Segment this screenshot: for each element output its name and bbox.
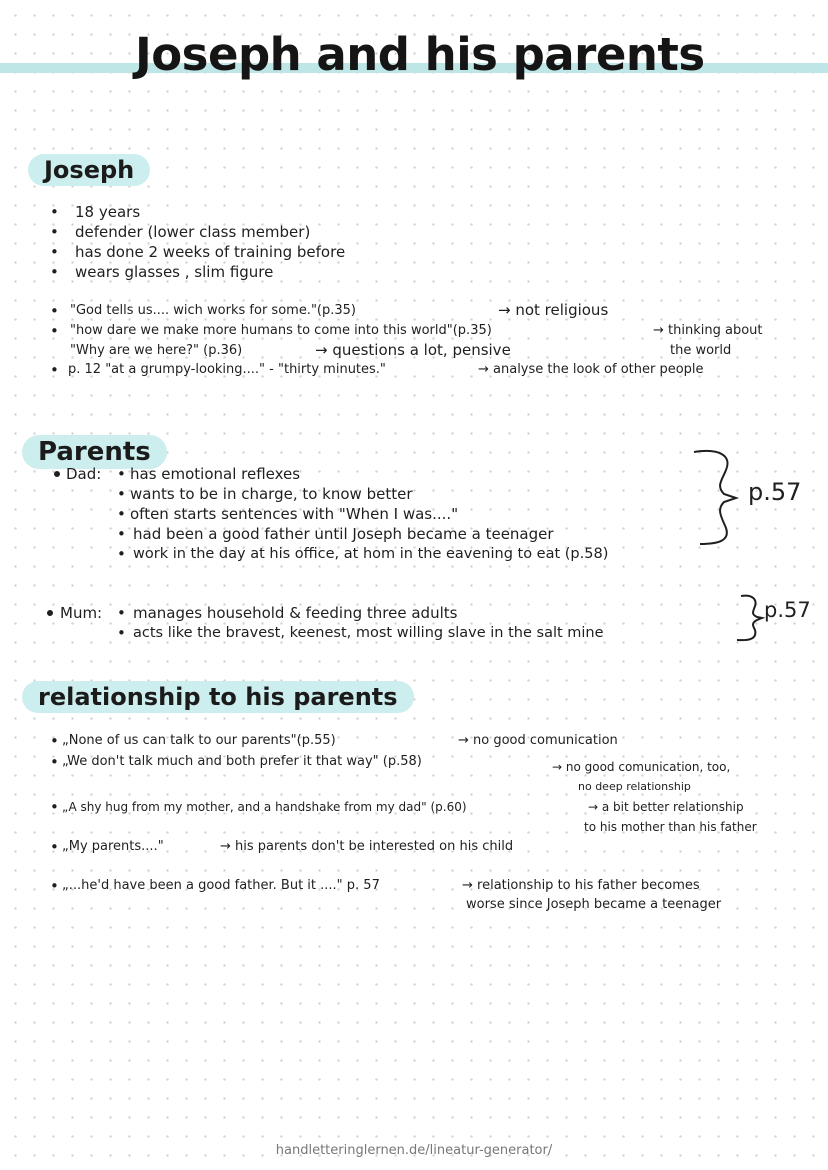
bullet-icon: • [50, 877, 59, 895]
mum-trait: manages household & feeding three adults [133, 604, 458, 622]
bullet-icon: • [117, 525, 126, 543]
relationship-quote: „A shy hug from my mother, and a handshake from my dad" (p.60) [62, 800, 467, 814]
relationship-conclusion-cont: no deep relationship [578, 780, 691, 793]
joseph-fact: 18 years [75, 203, 141, 221]
joseph-quote-conclusion-cont: the world [670, 343, 732, 358]
bullet-icon: • [117, 624, 126, 642]
bullet-icon: • [50, 243, 59, 261]
relationship-conclusion: → no good comunication, too, [552, 760, 731, 774]
bullet-icon: • [117, 485, 126, 503]
joseph-fact: wears glasses , slim figure [75, 263, 274, 281]
joseph-quote: p. 12 "at a grumpy-looking...." - "thirty minutes." [68, 362, 386, 377]
dad-trait: work in the day at his office, at hom in the eavening to eat (p.58) [133, 546, 609, 562]
bullet-icon: • [117, 604, 126, 622]
relationship-conclusion: → his parents don't be interested on his child [220, 839, 514, 854]
relationship-quote: „None of us can talk to our parents"(p.55) [62, 733, 336, 748]
bullet-icon: • [50, 203, 59, 221]
joseph-quote-conclusion: → not religious [498, 301, 609, 319]
joseph-fact: defender (lower class member) [75, 223, 311, 241]
relationship-quote: „My parents...." [62, 839, 164, 854]
relationship-conclusion: → a bit better relationship [588, 800, 744, 814]
bullet-icon: • [50, 302, 59, 320]
relationship-quote: „...he'd have been a good father. But it ...." p. 57 [62, 878, 380, 893]
bullet-icon: • [50, 753, 59, 771]
dad-trait: has emotional reflexes [130, 465, 301, 483]
dad-label: Dad: [66, 465, 102, 483]
section-heading-parents: Parents [22, 435, 167, 469]
page-reference: p.57 [748, 478, 802, 506]
relationship-conclusion: → relationship to his father becomes [462, 878, 700, 893]
bullet-icon: • [50, 838, 59, 856]
bullet-icon: • [50, 798, 59, 816]
relationship-quote: „We don't talk much and both prefer it that way" (p.58) [62, 754, 422, 769]
bullet-icon: • [117, 465, 126, 483]
joseph-quote: "God tells us.... wich works for some."(p.35) [70, 303, 356, 318]
joseph-quote: "how dare we make more humans to come into this world"(p.35) [70, 323, 492, 338]
relationship-conclusion-cont: worse since Joseph became a teenager [466, 897, 722, 912]
joseph-quote-conclusion: → analyse the look of other people [478, 362, 704, 377]
bullet-icon: • [50, 263, 59, 281]
joseph-quote: "Why are we here?" (p.36) [70, 343, 243, 358]
bullet-icon: • [50, 732, 59, 750]
bullet-icon: • [117, 545, 126, 563]
joseph-quote-conclusion: → thinking about [653, 323, 763, 338]
mum-trait: acts like the bravest, keenest, most willing slave in the salt mine [133, 625, 604, 641]
bullet-icon: • [50, 361, 59, 379]
bullet-icon [47, 610, 53, 616]
mum-label: Mum: [60, 604, 103, 622]
bullet-icon: • [117, 505, 126, 523]
bullet-icon: • [50, 322, 59, 340]
page-reference: p.57 [764, 598, 811, 622]
section-heading-joseph: Joseph [28, 154, 150, 186]
dad-trait: had been a good father until Joseph became a teenager [133, 525, 554, 543]
section-heading-relationship: relationship to his parents [22, 681, 414, 713]
footer-source-link: handletteringlernen.de/lineatur-generator/ [275, 1143, 553, 1158]
dad-trait: wants to be in charge, to know better [130, 485, 413, 503]
dad-trait: often starts sentences with "When I was...." [130, 505, 459, 523]
joseph-fact: has done 2 weeks of training before [75, 243, 346, 261]
relationship-conclusion-cont: to his mother than his father [584, 820, 757, 834]
bullet-icon [54, 471, 60, 477]
joseph-quote-conclusion: → questions a lot, pensive [315, 341, 511, 359]
page-title: Joseph and his parents [135, 28, 705, 81]
bullet-icon: • [50, 223, 59, 241]
curly-brace-icon [735, 592, 765, 644]
relationship-conclusion: → no good comunication [458, 733, 618, 748]
